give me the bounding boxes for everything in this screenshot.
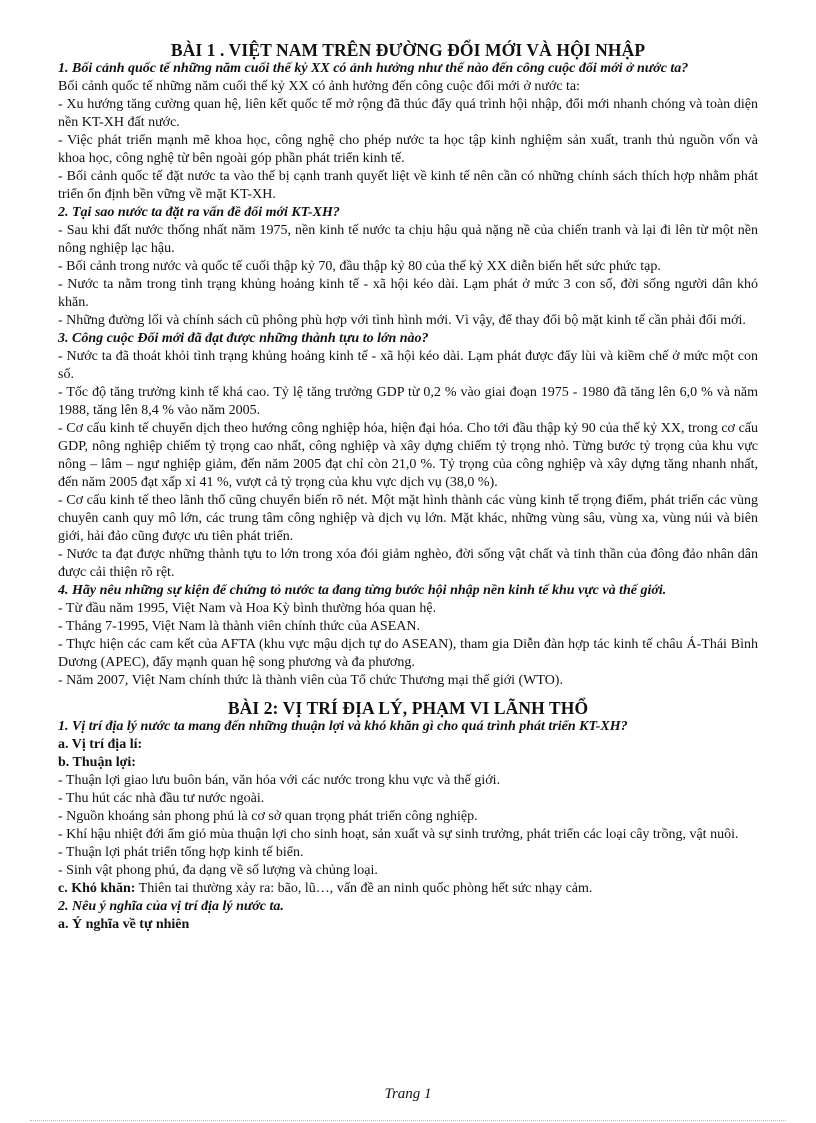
lesson-1 <box>58 40 758 690</box>
paragraph: - Nước ta đã thoát khỏi tình trạng khủng hoảng kinh tế - xã hội kéo dài. Lạm phát được đẩy lùi và kiềm chế ở mức một con số. <box>58 349 758 382</box>
paragraph-with-lead <box>58 880 758 898</box>
page-number: Trang 1 <box>384 1086 432 1102</box>
document-page <box>58 40 758 934</box>
paragraph: - Năm 2007, Việt Nam chính thức là thành viên của Tổ chức Thương mại thế giới (WTO). <box>58 673 563 688</box>
section-gap <box>58 690 758 698</box>
paragraph-text: Thiên tai thường xảy ra: bão, lũ…, vấn đề an ninh quốc phòng hết sức nhạy cảm. <box>135 881 593 896</box>
paragraph: - Cơ cấu kinh tế theo lãnh thổ cũng chuyển biến rõ nét. Một mặt hình thành các vùng kinh tế trọng điểm, phát triển các vùng chuyên canh quy mô lớn, các trung tâm công nghiệp và dịch vụ lớn. Mặt khác, những vùng sâu, vùng xa, vùng núi và biên giới, hải đảo cũng được ưu tiên phát triển. <box>58 493 758 544</box>
question-heading: 4. Hãy nêu những sự kiện để chứng tỏ nước ta đang từng bước hội nhập nền kinh tế khu vực và thế giới. <box>58 583 667 598</box>
question-heading: 2. Nêu ý nghĩa của vị trí địa lý nước ta. <box>58 899 284 914</box>
question-heading: 2. Tại sao nước ta đặt ra vấn đề đổi mới KT-XH? <box>58 205 340 220</box>
paragraph: - Thu hút các nhà đầu tư nước ngoài. <box>58 791 265 806</box>
paragraph: - Tốc độ tăng trưởng kinh tế khá cao. Tỷ lệ tăng trưởng GDP từ 0,2 % vào giai đoạn 1975 - 1980 đã tăng lên 6,0 % và năm 1988, tăng lên 8,4 % vào năm 2005. <box>58 385 758 418</box>
paragraph: - Việc phát triển mạnh mẽ khoa học, công nghệ cho phép nước ta học tập kinh nghiệm sản xuất, tranh thủ nguồn vốn và khoa học, công nghệ từ bên ngoài góp phần phát triển kinh tế. <box>58 133 758 166</box>
question-heading: 1. Bối cảnh quốc tế những năm cuối thế kỷ XX có ảnh hưởng như thế nào đến công cuộc đổi mới ở nước ta? <box>58 61 689 76</box>
lead-label: c. Khó khăn: <box>58 881 136 896</box>
paragraph: - Những đường lối và chính sách cũ phông phù hợp với tình hình mới. Vì vậy, để thay đổi bộ mặt kinh tế cần phải đổi mới. <box>58 313 746 328</box>
paragraph: - Bối cảnh quốc tế đặt nước ta vào thế bị cạnh tranh quyết liệt về kinh tế nên cần có những chính sách thích hợp nhằm phát triển ổn định bền vững về mặt KT-XH. <box>58 169 758 202</box>
lesson-title: BÀI 2: VỊ TRÍ ĐỊA LÝ, PHẠM VI LÃNH THỔ <box>227 698 589 718</box>
paragraph: - Thuận lợi phát triển tổng hợp kinh tế biển. <box>58 845 304 860</box>
paragraph: - Cơ cấu kinh tế chuyển dịch theo hướng công nghiệp hóa, hiện đại hóa. Cho tới đầu thập kỷ 90 của thế kỷ XX, trong cơ cấu GDP, nông nghiệp chiếm tỷ trọng cao nhất, công nghiệp và xây dựng chiếm tỷ trọng nhỏ. Từng bước tỷ trọng của khu vực nông – lâm – ngư nghiệp giảm, đến năm 2005 đạt chỉ còn 21,0 %. Tỷ trọng của công nghiệp và xây dựng tăng nhanh nhất, đến năm 2005 đạt xấp xỉ 41 %, vượt cả tỷ trọng của khu vực dịch vụ (38,0 %). <box>58 421 758 490</box>
paragraph: - Nguồn khoáng sản phong phú là cơ sở quan trọng phát triển công nghiệp. <box>58 809 478 824</box>
paragraph: - Bối cảnh trong nước và quốc tế cuối thập kỷ 70, đầu thập kỷ 80 của thế kỷ XX diễn biến hết sức phức tạp. <box>58 259 661 274</box>
paragraph: - Khí hậu nhiệt đới ẩm gió mùa thuận lợi cho sinh hoạt, sản xuất và sự sinh trưởng, phát triển các loại cây trồng, vật nuôi. <box>58 827 739 842</box>
lesson-title: BÀI 1 . VIỆT NAM TRÊN ĐƯỜNG ĐỔI MỚI VÀ HỘI NHẬP <box>170 40 646 60</box>
page-bottom-rule <box>30 1120 786 1121</box>
paragraph: - Thực hiện các cam kết của AFTA (khu vực mậu dịch tự do ASEAN), tham gia Diễn đàn hợp tác kinh tế châu Á-Thái Bình Dương (APEC), đẩy mạnh quan hệ song phương và đa phương. <box>58 637 758 670</box>
paragraph: - Tháng 7-1995, Việt Nam là thành viên chính thức của ASEAN. <box>58 619 420 634</box>
question-heading: 3. Công cuộc Đổi mới đã đạt được những thành tựu to lớn nào? <box>58 331 429 346</box>
paragraph: Bối cảnh quốc tế những năm cuối thế kỷ XX có ảnh hưởng đến công cuộc đổi mới ở nước ta: <box>58 79 581 94</box>
lesson-2 <box>58 698 758 934</box>
subheading: a. Vị trí địa lí: <box>58 737 143 752</box>
paragraph: - Sinh vật phong phú, đa dạng về số lượng và chủng loại. <box>58 863 378 878</box>
paragraph: - Sau khi đất nước thống nhất năm 1975, nền kinh tế nước ta chịu hậu quả nặng nề của chiến tranh và lại đi lên từ một nền nông nghiệp lạc hậu. <box>58 223 758 256</box>
paragraph: - Xu hướng tăng cường quan hệ, liên kết quốc tế mở rộng đã thúc đẩy quá trình hội nhập, đổi mới nhanh chóng và toàn diện nền KT-XH đất nước. <box>58 97 758 130</box>
paragraph: - Từ đầu năm 1995, Việt Nam và Hoa Kỳ bình thường hóa quan hệ. <box>58 601 437 616</box>
subheading: a. Ý nghĩa về tự nhiên <box>58 917 190 932</box>
paragraph: - Nước ta nằm trong tình trạng khủng hoảng kinh tế - xã hội kéo dài. Lạm phát ở mức 3 con số, đời sống người dân khó khăn. <box>58 277 758 310</box>
question-heading: 1. Vị trí địa lý nước ta mang đến những thuận lợi và khó khăn gì cho quá trình phát triển KT-XH? <box>58 719 628 734</box>
paragraph: - Nước ta đạt được những thành tựu to lớn trong xóa đói giảm nghèo, đời sống vật chất và tinh thần của đông đảo nhân dân được cải thiện rõ rệt. <box>58 547 758 580</box>
paragraph: - Thuận lợi giao lưu buôn bán, văn hóa với các nước trong khu vực và thế giới. <box>58 773 501 788</box>
subheading: b. Thuận lợi: <box>58 755 136 770</box>
